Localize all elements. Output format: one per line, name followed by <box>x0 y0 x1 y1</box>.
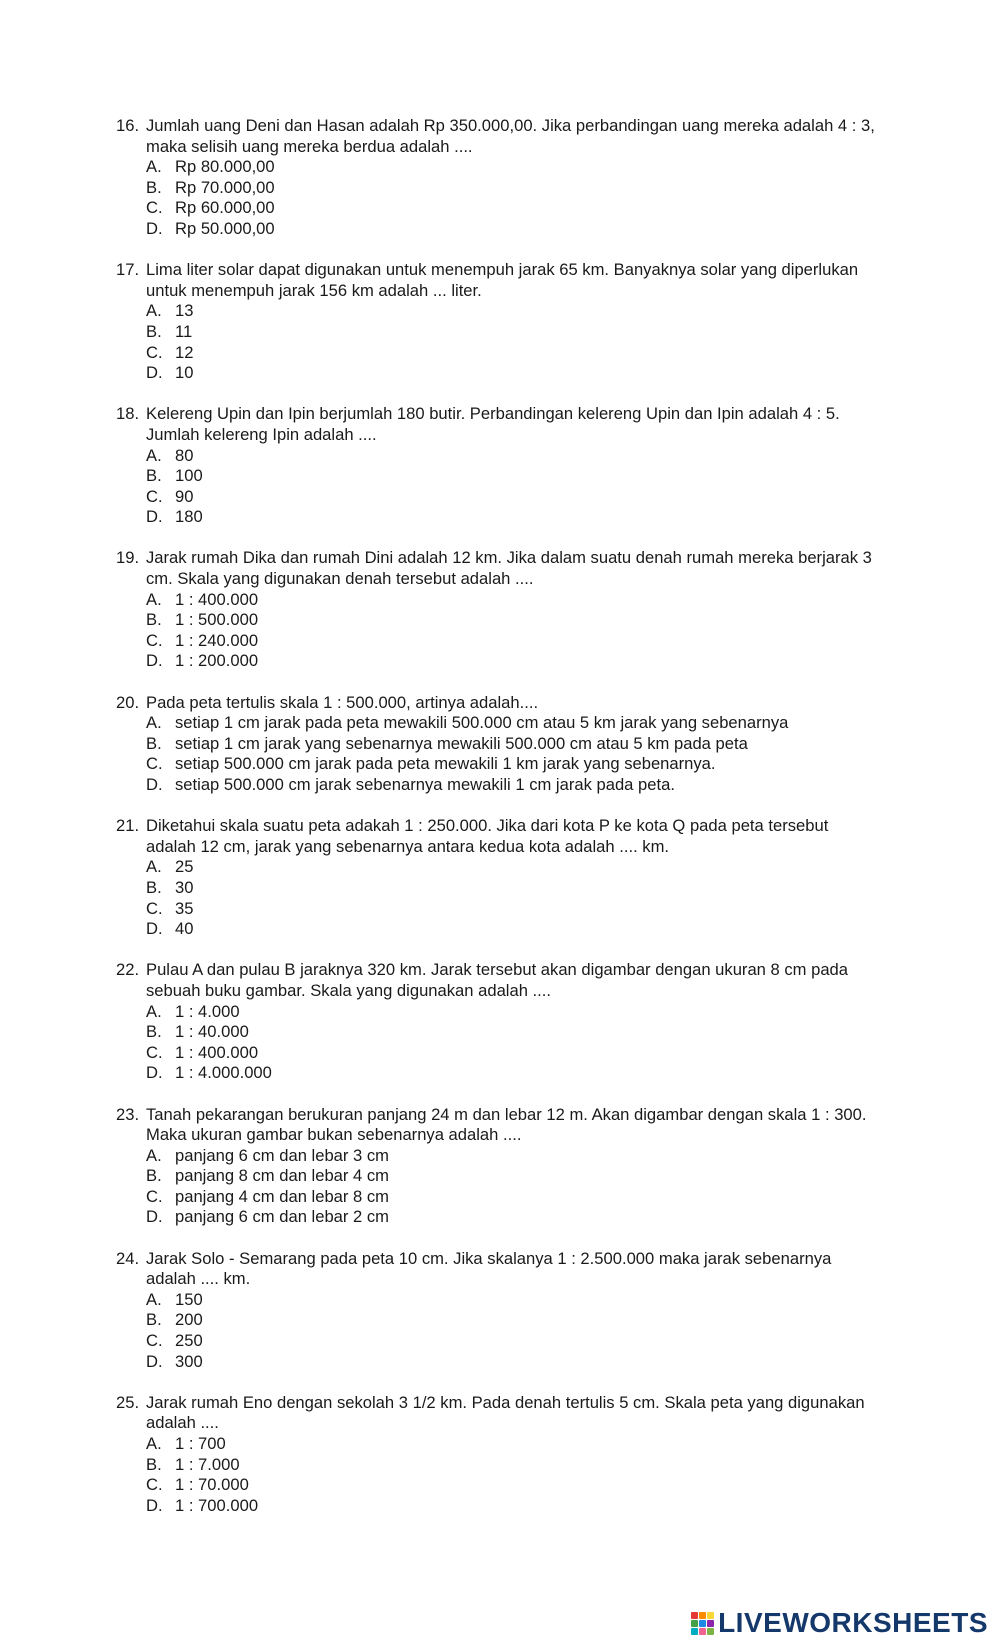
option-letter: D. <box>146 1207 163 1227</box>
answer-option <box>146 878 876 899</box>
answer-option <box>146 754 876 775</box>
option-text: 180 <box>175 507 203 527</box>
answer-option <box>146 1002 876 1023</box>
question-stem <box>116 816 876 857</box>
option-text: 150 <box>175 1289 203 1309</box>
option-text: 12 <box>175 342 194 362</box>
answer-option <box>146 775 876 796</box>
option-text: 25 <box>175 857 194 877</box>
answer-options <box>116 1002 876 1084</box>
option-text: panjang 6 cm dan lebar 2 cm <box>175 1207 390 1227</box>
answer-option <box>146 1063 876 1084</box>
option-text: 90 <box>175 486 194 506</box>
option-text: Rp 80.000,00 <box>175 157 275 177</box>
option-text: 40 <box>175 919 194 939</box>
option-text: 1 : 700.000 <box>175 1495 259 1515</box>
answer-option <box>146 1043 876 1064</box>
option-text: panjang 8 cm dan lebar 4 cm <box>175 1166 390 1186</box>
answer-option <box>146 1187 876 1208</box>
answer-option <box>146 322 876 343</box>
option-letter: D. <box>146 1063 163 1083</box>
answer-option <box>146 466 876 487</box>
option-text: setiap 1 cm jarak pada peta mewakili 500.000 cm atau 5 km jarak yang sebenarnya <box>175 713 789 733</box>
answer-option <box>146 219 876 240</box>
option-text: 80 <box>175 445 194 465</box>
answer-options <box>116 857 876 939</box>
question-item <box>116 1393 876 1517</box>
question-stem <box>116 260 876 301</box>
option-letter: A. <box>146 857 162 877</box>
answer-options <box>116 301 876 383</box>
answer-option <box>146 1310 876 1331</box>
worksheet-document <box>116 116 876 1537</box>
answer-options <box>116 1290 876 1372</box>
answer-option <box>146 1434 876 1455</box>
option-text: panjang 4 cm dan lebar 8 cm <box>175 1186 390 1206</box>
answer-option <box>146 1475 876 1496</box>
question-number: 17. <box>116 260 140 280</box>
question-stem <box>116 1105 876 1146</box>
option-text: 1 : 40.000 <box>175 1022 249 1042</box>
answer-option <box>146 590 876 611</box>
option-letter: D. <box>146 919 163 939</box>
question-stem <box>116 1249 876 1290</box>
logo-square <box>699 1620 706 1627</box>
option-letter: D. <box>146 1351 163 1371</box>
question-number: 25. <box>116 1392 140 1412</box>
answer-option <box>146 178 876 199</box>
question-text: Kelereng Upin dan Ipin berjumlah 180 butir. Perbandingan kelereng Upin dan Ipin adalah 4 : 5. Jumlah kelereng Ipin adalah .... <box>146 404 840 444</box>
answer-option <box>146 343 876 364</box>
question-stem <box>116 693 876 714</box>
question-item <box>116 960 876 1084</box>
question-text: Lima liter solar dapat digunakan untuk menempuh jarak 65 km. Banyaknya solar yang diperlukan untuk menempuh jarak 156 km adalah ... liter. <box>146 260 859 300</box>
option-text: 13 <box>175 301 194 321</box>
option-letter: C. <box>146 342 163 362</box>
question-stem <box>116 116 876 157</box>
option-letter: D. <box>146 218 163 238</box>
option-letter: C. <box>146 630 163 650</box>
answer-option <box>146 507 876 528</box>
option-letter: B. <box>146 321 162 341</box>
question-item <box>116 1249 876 1373</box>
option-text: 1 : 240.000 <box>175 630 259 650</box>
answer-option <box>146 1496 876 1517</box>
option-text: setiap 500.000 cm jarak sebenarnya mewakili 1 cm jarak pada peta. <box>175 775 675 794</box>
option-letter: B. <box>146 877 162 897</box>
option-letter: C. <box>146 1331 163 1351</box>
option-letter: B. <box>146 177 162 197</box>
question-item <box>116 816 876 940</box>
option-letter: A. <box>146 713 162 733</box>
option-text: 1 : 200.000 <box>175 651 259 671</box>
answer-option <box>146 446 876 467</box>
answer-option <box>146 1290 876 1311</box>
answer-option <box>146 610 876 631</box>
answer-option <box>146 363 876 384</box>
logo-square <box>707 1612 714 1619</box>
option-text: 1 : 400.000 <box>175 589 259 609</box>
logo-text: LIVEWORKSHEETS <box>718 1607 988 1638</box>
answer-option <box>146 1146 876 1167</box>
option-letter: A. <box>146 589 162 609</box>
option-text: 10 <box>175 363 194 383</box>
option-letter: D. <box>146 775 163 794</box>
answer-option <box>146 301 876 322</box>
answer-option <box>146 1331 876 1352</box>
option-letter: B. <box>146 1166 162 1186</box>
option-letter: A. <box>146 301 162 321</box>
question-number: 21. <box>116 816 140 836</box>
question-text: Pulau A dan pulau B jaraknya 320 km. Jarak tersebut akan digambar dengan ukuran 8 cm pada sebuah buku gambar. Skala yang digunakan adalah .... <box>146 960 849 1000</box>
logo-square <box>691 1628 698 1635</box>
answer-option <box>146 734 876 755</box>
logo-square <box>699 1628 706 1635</box>
question-number: 20. <box>116 692 140 712</box>
answer-options <box>116 590 876 672</box>
answer-option <box>146 919 876 940</box>
option-letter: D. <box>146 651 163 671</box>
option-letter: C. <box>146 1042 163 1062</box>
answer-options <box>116 1434 876 1516</box>
question-item <box>116 116 876 240</box>
answer-option <box>146 857 876 878</box>
question-text: Jumlah uang Deni dan Hasan adalah Rp 350.000,00. Jika perbandingan uang mereka adalah 4 : 3, maka selisih uang mereka berdua adalah .... <box>146 116 875 156</box>
logo-square <box>691 1612 698 1619</box>
question-text: Jarak rumah Eno dengan sekolah 3 1/2 km. Pada denah tertulis 5 cm. Skala peta yang digunakan adalah .... <box>146 1392 865 1433</box>
logo-grid-icon <box>691 1612 714 1635</box>
logo-square <box>691 1620 698 1627</box>
question-text: Jarak Solo - Semarang pada peta 10 cm. Jika skalanya 1 : 2.500.000 maka jarak sebenarnya adalah .... km. <box>146 1248 832 1289</box>
option-text: 1 : 4.000.000 <box>175 1063 272 1083</box>
question-item <box>116 693 876 796</box>
option-letter: A. <box>146 1001 162 1021</box>
answer-option <box>146 1352 876 1373</box>
question-number: 19. <box>116 548 140 568</box>
option-text: Rp 50.000,00 <box>175 218 275 238</box>
option-text: 300 <box>175 1351 203 1371</box>
option-letter: A. <box>146 445 162 465</box>
option-letter: A. <box>146 1145 162 1165</box>
answer-option <box>146 157 876 178</box>
question-item <box>116 404 876 528</box>
option-letter: A. <box>146 1434 162 1453</box>
answer-option <box>146 1166 876 1187</box>
option-letter: C. <box>146 198 163 218</box>
question-text: Diketahui skala suatu peta adakah 1 : 250.000. Jika dari kota P ke kota Q pada peta tersebut adalah 12 cm, jarak yang sebenarnya antara kedua kota adalah .... km. <box>146 816 829 856</box>
answer-option <box>146 713 876 734</box>
question-stem <box>116 404 876 445</box>
option-text: panjang 6 cm dan lebar 3 cm <box>175 1145 390 1165</box>
option-letter: D. <box>146 1495 163 1515</box>
question-number: 24. <box>116 1248 140 1268</box>
option-text: setiap 500.000 cm jarak pada peta mewakili 1 km jarak yang sebenarnya. <box>175 754 716 774</box>
question-item <box>116 548 876 672</box>
question-stem <box>116 960 876 1001</box>
answer-options <box>116 446 876 528</box>
option-text: 11 <box>175 321 193 341</box>
question-number: 22. <box>116 960 140 980</box>
option-letter: A. <box>146 1289 162 1309</box>
logo-square <box>707 1628 714 1635</box>
option-text: 35 <box>175 898 194 918</box>
option-text: 1 : 7.000 <box>175 1454 240 1474</box>
question-text: Pada peta tertulis skala 1 : 500.000, artinya adalah.... <box>146 692 539 712</box>
question-number: 18. <box>116 404 140 424</box>
option-text: 250 <box>175 1331 203 1351</box>
question-number: 23. <box>116 1104 140 1124</box>
option-letter: C. <box>146 754 163 774</box>
question-number: 16. <box>116 116 140 135</box>
option-text: 1 : 70.000 <box>175 1475 249 1495</box>
question-item <box>116 260 876 384</box>
option-letter: C. <box>146 486 163 506</box>
answer-option <box>146 1207 876 1228</box>
option-letter: B. <box>146 466 162 486</box>
option-text: Rp 70.000,00 <box>175 177 275 197</box>
question-text: Tanah pekarangan berukuran panjang 24 m dan lebar 12 m. Akan digambar dengan skala 1 : 300. Maka ukuran gambar bukan sebenarnya adalah .... <box>146 1104 867 1145</box>
option-text: 1 : 700 <box>175 1434 226 1453</box>
answer-option <box>146 198 876 219</box>
option-text: 1 : 500.000 <box>175 610 259 630</box>
liveworksheets-logo <box>691 1607 988 1639</box>
answer-option <box>146 899 876 920</box>
option-text: 100 <box>175 466 203 486</box>
logo-square <box>707 1620 714 1627</box>
option-text: 1 : 400.000 <box>175 1042 259 1062</box>
option-letter: C. <box>146 1475 163 1495</box>
question-stem <box>116 1393 876 1434</box>
answer-options <box>116 157 876 239</box>
option-letter: C. <box>146 898 163 918</box>
option-letter: B. <box>146 1310 162 1330</box>
option-text: 30 <box>175 877 194 897</box>
option-letter: D. <box>146 507 163 527</box>
answer-options <box>116 713 876 795</box>
option-letter: B. <box>146 610 162 630</box>
question-stem <box>116 548 876 589</box>
option-text: setiap 1 cm jarak yang sebenarnya mewakili 500.000 cm atau 5 km pada peta <box>175 733 748 753</box>
option-letter: C. <box>146 1186 163 1206</box>
question-item <box>116 1105 876 1229</box>
answer-option <box>146 487 876 508</box>
answer-option <box>146 631 876 652</box>
option-letter: A. <box>146 157 162 177</box>
option-text: 200 <box>175 1310 203 1330</box>
option-letter: B. <box>146 1022 162 1042</box>
option-letter: D. <box>146 363 163 383</box>
answer-option <box>146 651 876 672</box>
option-text: 1 : 4.000 <box>175 1001 240 1021</box>
option-letter: B. <box>146 1454 162 1474</box>
logo-square <box>699 1612 706 1619</box>
answer-options <box>116 1146 876 1228</box>
question-text: Jarak rumah Dika dan rumah Dini adalah 12 km. Jika dalam suatu denah rumah mereka berjarak 3 cm. Skala yang digunakan denah tersebut adalah .... <box>146 548 872 589</box>
answer-option <box>146 1022 876 1043</box>
option-letter: B. <box>146 733 162 753</box>
option-text: Rp 60.000,00 <box>175 198 275 218</box>
answer-option <box>146 1455 876 1476</box>
